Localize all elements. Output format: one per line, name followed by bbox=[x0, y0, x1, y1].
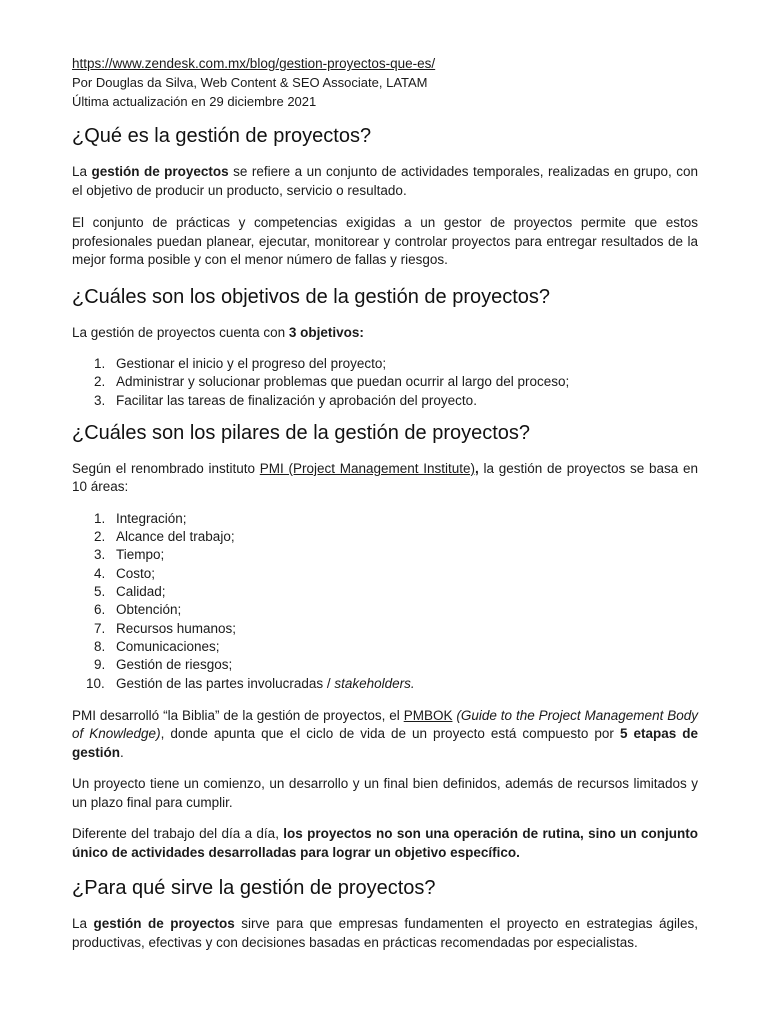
heading-objetivos: ¿Cuáles son los objetivos de la gestión de proyectos? bbox=[72, 285, 551, 308]
pmi-link[interactable]: PMI (Project Management Institute) bbox=[259, 460, 476, 476]
source-block bbox=[72, 54, 698, 111]
author-line: Por Douglas da Silva, Web Content & SEO Associate, LATAM bbox=[72, 75, 428, 90]
list-item: 8. Comunicaciones; bbox=[94, 638, 220, 654]
paragraph-practicas: El conjunto de prácticas y competencias exigidas a un gestor de proyectos permite que estos profesionales puedan planear, ejecutar, monitorear y controlar proyectos para entregar resultados de la mejor forma posible y con el menor número de fallas y riesgos. bbox=[72, 215, 698, 267]
paragraph-objetivos-intro: La gestión de proyectos cuenta con 3 objetivos: bbox=[72, 324, 364, 340]
list-item: 2. Administrar y solucionar problemas que puedan ocurrir al largo del proceso; bbox=[94, 374, 570, 390]
pmbok-link[interactable]: PMBOK bbox=[403, 707, 453, 723]
paragraph-ciclo: Un proyecto tiene un comienzo, un desarrollo y un final bien definidos, además de recursos limitados y un plazo final para cumplir. bbox=[72, 776, 698, 810]
updated-line: Última actualización en 29 diciembre 2021 bbox=[72, 94, 317, 109]
list-item: 9. Gestión de riesgos; bbox=[94, 657, 233, 673]
heading-para-que-sirve: ¿Para qué sirve la gestión de proyectos? bbox=[72, 877, 436, 900]
list-item: 5. Calidad; bbox=[94, 584, 166, 600]
list-item: 6. Obtención; bbox=[94, 602, 182, 618]
list-item: 3. Tiempo; bbox=[94, 547, 165, 563]
source-url-link[interactable]: https://www.zendesk.com.mx/blog/gestion-proyectos-que-es/ bbox=[72, 56, 436, 71]
heading-que-es: ¿Qué es la gestión de proyectos? bbox=[72, 125, 372, 147]
list-item: 2. Alcance del trabajo; bbox=[94, 529, 235, 545]
paragraph-pmbok: PMI desarrolló “la Biblia” de la gestión de proyectos, el PMBOK (Guide to the Project Management Body of Knowledge), donde apunta que el ciclo de vida de un proyecto está compuesto por 5 etapas de gestión. bbox=[72, 707, 698, 760]
list-item: 7. Recursos humanos; bbox=[94, 620, 237, 636]
paragraph-para-que-sirve: La gestión de proyectos sirve para que empresas fundamenten el proyecto en estrategias ágiles, productivas, efectivas y con decisiones basadas en prácticas recomendadas por especialistas. bbox=[72, 916, 698, 950]
areas-list bbox=[72, 510, 698, 693]
list-item: 1. Integración; bbox=[94, 510, 187, 526]
heading-pilares: ¿Cuáles son los pilares de la gestión de proyectos? bbox=[72, 421, 531, 444]
objetivos-list bbox=[72, 355, 698, 410]
list-item: 10. Gestión de las partes involucradas / stakeholders. bbox=[86, 675, 415, 691]
paragraph-diferente: Diferente del trabajo del día a día, los proyectos no son una operación de rutina, sino un conjunto único de actividades desarrolladas para lograr un objetivo específico. bbox=[72, 826, 699, 860]
list-item: 3. Facilitar las tareas de finalización y aprobación del proyecto. bbox=[94, 392, 477, 408]
list-item: 4. Costo; bbox=[94, 565, 156, 581]
list-item: 1. Gestionar el inicio y el progreso del proyecto; bbox=[94, 356, 387, 371]
paragraph-definicion: La gestión de proyectos se refiere a un conjunto de actividades temporales, realizadas en grupo, con el objetivo de producir un producto, servicio o resultado. bbox=[72, 164, 698, 198]
paragraph-pilares-intro: Según el renombrado instituto PMI (Project Management Institute), la gestión de proyectos se basa en 10 áreas: bbox=[72, 460, 698, 495]
